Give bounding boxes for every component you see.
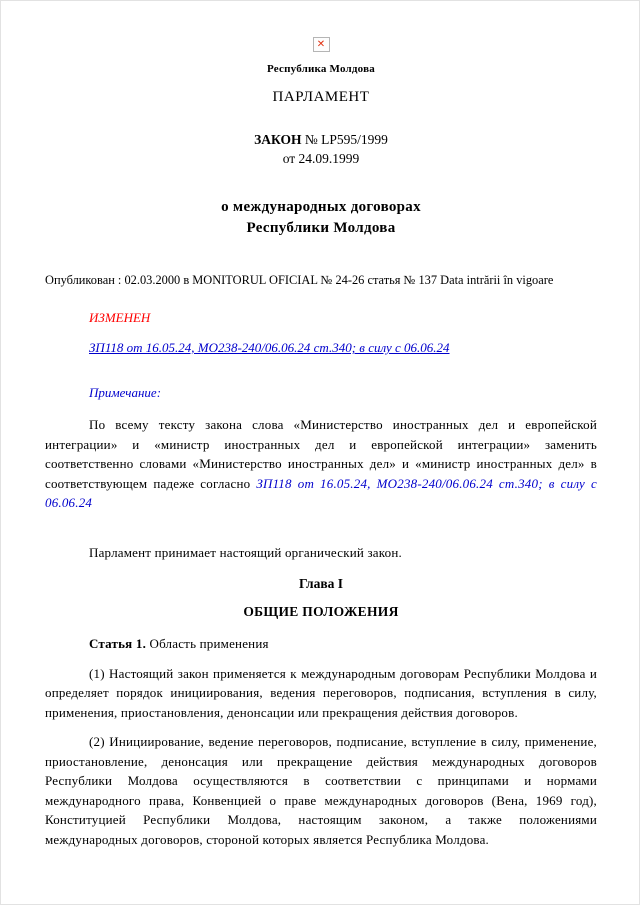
article-1-paragraph-2: (2) Инициирование, ведение переговоров, подписание, вступление в силу, применение, приостановление, денонсация или прекращение действия международных договоров Республики Молдова осуществляются в соответствии с принципами и нормами международного права, Конвенцией о праве международных договоров (Вена, 1969 год), Конституцией Республики Молдова, настоящим законом, а также положениями международных договоров, стороной которых является Республика Молдова. bbox=[45, 734, 597, 847]
institution-name: ПАРЛАМЕНТ bbox=[272, 89, 370, 105]
law-label: ЗАКОН bbox=[254, 132, 302, 147]
note-text: По всему тексту закона слова «Министерство иностранных дел и европейской интеграции» и «министр иностранных дел и европейской интеграции» заменить соответственно словами «Министерство иностранных дел» и «министр иностранных дел» в соответствующем падеже согласно bbox=[45, 417, 597, 491]
article-1-heading bbox=[45, 634, 597, 654]
note-paragraph bbox=[45, 415, 597, 513]
chapter-heading: Глава I bbox=[298, 576, 344, 591]
amended-label: ИЗМЕНЕН bbox=[89, 310, 151, 325]
law-number-line bbox=[45, 132, 597, 148]
document-title-line2: Республики Молдова bbox=[246, 220, 396, 236]
article-1-label: Статья 1. bbox=[89, 636, 147, 651]
broken-image-icon bbox=[313, 37, 330, 52]
document-title-line1: о международных договорах bbox=[221, 199, 421, 215]
law-number: № LP595/1999 bbox=[301, 132, 388, 147]
chapter-title: ОБЩИЕ ПОЛОЖЕНИЯ bbox=[243, 604, 399, 619]
note-label: Примечание: bbox=[89, 385, 162, 400]
amendment-link-row bbox=[45, 339, 597, 357]
red-x-glyph: ✕ bbox=[316, 38, 326, 50]
country-name: Республика Молдова bbox=[267, 63, 375, 75]
publication-line: Опубликован : 02.03.2000 в MONITORUL OFICIAL № 24-26 статья № 137 Data intrării în vigoare bbox=[45, 273, 554, 287]
article-1-title: Область применения bbox=[146, 636, 269, 651]
law-date: от 24.09.1999 bbox=[282, 151, 360, 166]
amendment-link[interactable]: ЗП118 от 16.05.24, MO238-240/06.06.24 ст.340; в силу с 06.06.24 bbox=[89, 340, 450, 355]
note-amendment-link[interactable]: ЗП118 от 16.05.24, MO238-240/06.06.24 ст.340; в силу с 06.06.24 bbox=[45, 475, 597, 510]
header-icon-row bbox=[45, 35, 597, 53]
intro-paragraph: Парламент принимает настоящий органический закон. bbox=[89, 544, 402, 560]
article-1-paragraph-1: (1) Настоящий закон применяется к международным договорам Республики Молдова и определяет порядок инициирования, ведения переговоров, подписания, вступления в силу, применения, приостановления, денонсации или прекращения действия договоров. bbox=[45, 665, 597, 720]
